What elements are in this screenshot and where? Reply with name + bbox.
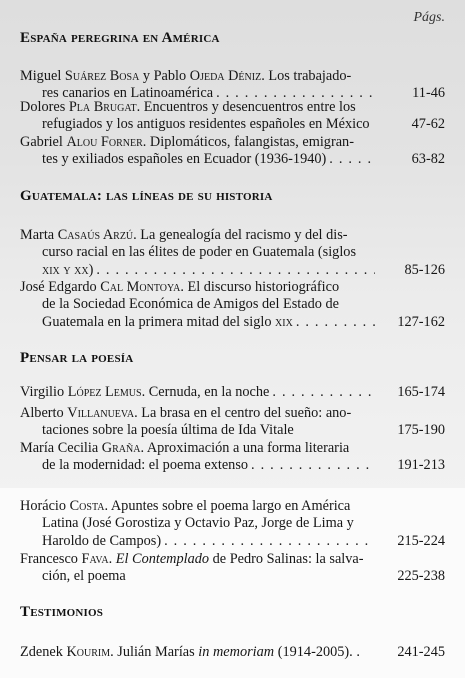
toc-entry: Alberto Villanueva. La brasa en el centro del sueño: ano- taciones sobre la poesía última de Ida Vitale 175-190 <box>20 405 445 439</box>
page-range: 63-82 <box>411 151 445 168</box>
toc-entry: Francesco Fava. El Contemplado de Pedro Salinas: la salva- ción, el poema 225-238 <box>20 551 445 585</box>
section-heading: Guatemala: las líneas de su historia <box>20 188 273 204</box>
toc-entry: Dolores Pla Brugat. Encuentros y desencuentros entre los refugiados y los antiguos residentes españoles en México 47-62 <box>20 99 445 133</box>
page-range: 191-213 <box>397 457 445 474</box>
page-range: 241-245 <box>397 644 445 660</box>
page-range: 215-224 <box>397 532 445 549</box>
author-first: Miguel <box>20 68 62 84</box>
toc-entry: Horácio Costa. Apuntes sobre el poema largo en América Latina (José Gorostiza y Octavio Paz, Jorge de Lima y Haroldo de Campos) . . . 215-224 <box>20 498 445 550</box>
toc-entry: José Edgardo Cal Montoya. El discurso historiográfico de la Sociedad Económica de Amigos del Estado de Guatemala en la primera mitad del siglo xix . . . 127-162 <box>20 279 445 331</box>
page-range: 127-162 <box>397 313 445 330</box>
page-range: 11-46 <box>412 85 445 102</box>
toc-entry: María Cecilia Graña. Aproximación a una forma literaria de la modernidad: el poema extenso . . . 191-213 <box>20 440 445 475</box>
toc-entry: Gabriel Alou Forner. Diplomáticos, falangistas, emigran- tes y exiliados españoles en Ecuador (1936-1940) . . . 63-82 <box>20 134 445 169</box>
section-heading: Testimonios <box>20 604 104 620</box>
toc-entry: Virgilio López Lemus. Cernuda, en la noche . . . 165-174 <box>20 384 445 401</box>
pages-header: Págs. <box>413 10 445 25</box>
toc-entry: Zdenek Kourim. Julián Marías in memoriam (1914-2005). . 241-245 <box>20 644 445 660</box>
page-range: 175-190 <box>397 422 445 439</box>
page-range: 47-62 <box>411 116 445 133</box>
toc-entry: Miguel Suárez Bosa y Pablo Ojeda Déniz. Los trabajado- res canarios en Latinoamérica . . . 11-46 <box>20 68 445 103</box>
author-last: Suárez Bosa <box>64 68 140 84</box>
section-heading: Pensar la poesía <box>20 350 134 366</box>
page-range: 165-174 <box>397 384 445 400</box>
toc-entry: Marta Casaús Arzú. La genealogía del racismo y del dis- curso racial en las élites de poder en Guatemala (siglos xix y xx) . . . 85-126 <box>20 227 445 279</box>
page-range: 225-238 <box>397 568 445 585</box>
section-heading: España peregrina en América <box>20 30 220 46</box>
page-range: 85-126 <box>404 261 445 278</box>
